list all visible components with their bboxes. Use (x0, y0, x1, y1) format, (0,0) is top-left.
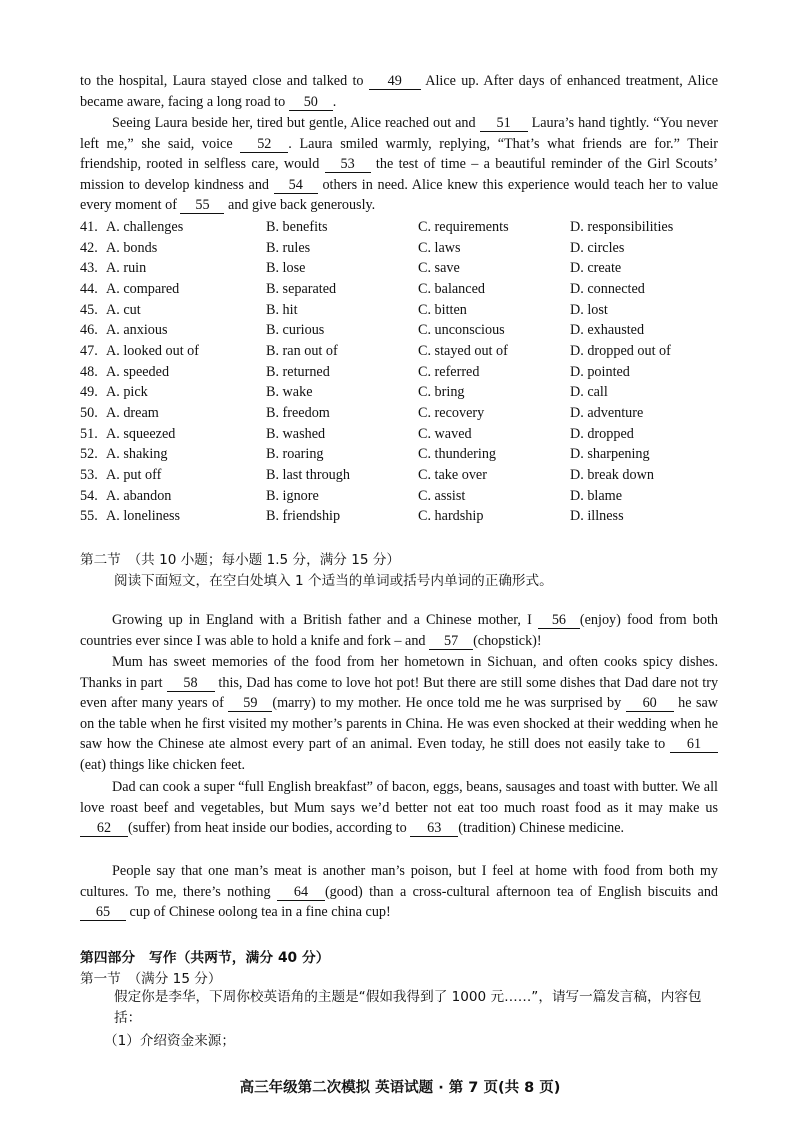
option-d: D. responsibilities (570, 218, 674, 235)
option-a: A. dream (106, 405, 159, 422)
question-number: 53. (80, 467, 98, 484)
text-span: cup of Chinese oolong tea in a fine china cup! (129, 904, 391, 921)
blank-57: 57 (429, 633, 473, 650)
writing-item-1: （1）介绍资金来源； (104, 1033, 235, 1049)
question-number: 48. (80, 363, 98, 380)
blank-63: 63 (410, 820, 458, 837)
section-2-instruction: 阅读下面短文，在空白处填入 1 个适当的单词或括号内单词的正确形式。 (114, 573, 553, 589)
option-d: D. adventure (570, 405, 644, 422)
option-c: C. hardship (418, 508, 484, 525)
option-a: A. cut (106, 301, 141, 318)
question-number: 47. (80, 342, 98, 359)
text-span: Mum has sweet memories of the food from her hometown in Sichuan, and often cooks spicy dishes. Thanks in part (80, 654, 718, 691)
option-a: A. loneliness (106, 508, 181, 525)
option-d: D. connected (570, 280, 645, 297)
option-c: C. stayed out of (418, 342, 508, 359)
option-c: C. bring (418, 384, 465, 401)
blank-64: 64 (277, 884, 325, 901)
question-number: 45. (80, 301, 98, 318)
cloze-paragraph-2 (80, 113, 718, 216)
option-d: D. call (570, 384, 608, 401)
writing-prompt: 假定你是李华，下周你校英语角的主题是“假如我得到了 1000 元……”，请写一篇发言稿，内容包括： (114, 989, 702, 1026)
option-d: D. lost (570, 301, 608, 318)
option-a: A. anxious (106, 322, 168, 339)
question-number: 43. (80, 260, 98, 277)
option-d: D. pointed (570, 363, 630, 380)
option-b: B. wake (266, 384, 313, 401)
blank-50: 50 (289, 94, 333, 111)
text-span: to the hospital, Laura stayed close and talked to (80, 73, 364, 89)
text-span: this, Dad has come to love hot pot! But there are still some dishes that Dad dare not try even after many years of (80, 674, 719, 712)
option-a: A. pick (106, 384, 148, 401)
text-span: . (332, 93, 337, 110)
option-d: D. circles (570, 239, 625, 256)
option-d: D. dropped (570, 425, 634, 442)
option-c: C. unconscious (418, 322, 505, 339)
option-c: C. recovery (418, 405, 485, 422)
text-span: (chopstick)! (473, 632, 542, 649)
text-span: (suffer) from heat inside our bodies, according to (128, 820, 407, 837)
option-b: B. washed (266, 425, 326, 442)
option-a: A. challenges (106, 218, 184, 235)
option-c: C. assist (418, 487, 466, 504)
text-span: (enjoy) food from both countries ever since I was able to hold a knife and fork – and (80, 612, 718, 649)
option-b: B. lose (266, 260, 306, 277)
option-row (80, 424, 720, 445)
text-span: others in need. Alice knew this experience would teach her to value every moment of (80, 176, 718, 214)
option-b: B. ignore (266, 487, 319, 504)
option-c: C. waved (418, 425, 472, 442)
question-number: 49. (80, 384, 98, 401)
question-number: 41. (80, 218, 98, 235)
option-b: B. curious (266, 322, 325, 339)
blank-54: 54 (274, 177, 318, 194)
option-d: D. sharpening (570, 446, 650, 463)
option-a: A. speeded (106, 363, 170, 380)
option-a: A. squeezed (106, 425, 176, 442)
option-row (80, 341, 720, 362)
option-c: C. save (418, 260, 460, 277)
text-span: (good) than a cross-cultural afternoon tea of English biscuits and (324, 883, 719, 900)
text-span: (eat) things like chicken feet. (80, 756, 246, 773)
question-number: 51. (80, 425, 98, 442)
option-row (80, 383, 720, 404)
option-row (80, 445, 720, 466)
option-b: B. last through (266, 467, 350, 484)
option-row (80, 507, 720, 528)
option-c: C. referred (418, 363, 480, 380)
text-span: Dad can cook a super “full English breakfast” of bacon, eggs, beans, sausages and toast with butter. We all love roast beef and vegetables, but Mum says we’d better not eat too much roast food as it may make us (80, 779, 718, 816)
text-span: (marry) to my mother. He once told me he was surprised by (272, 695, 622, 712)
option-b: B. hit (266, 301, 298, 318)
question-number: 55. (80, 508, 98, 525)
text-span: . Laura smiled warmly, replying, “That’s what friends are for.” Their friendship, rooted in selfless care, would (80, 135, 718, 173)
question-number: 50. (80, 405, 98, 422)
option-c: C. bitten (418, 301, 467, 318)
option-b: B. friendship (266, 508, 341, 525)
option-b: B. ran out of (266, 342, 338, 359)
option-c: C. laws (418, 239, 461, 256)
text-span: and give back generously. (228, 197, 376, 214)
question-number: 44. (80, 280, 98, 297)
grammar-paragraph-4 (80, 861, 718, 923)
blank-61: 61 (670, 736, 718, 753)
blank-53: 53 (325, 156, 371, 173)
part-4-title: 第四部分 写作（共两节，满分 40 分） (80, 950, 330, 966)
option-row (80, 217, 720, 238)
text-span: (tradition) Chinese medicine. (458, 820, 625, 837)
blank-56: 56 (538, 612, 580, 629)
blank-62: 62 (80, 820, 128, 837)
option-row (80, 486, 720, 507)
option-row (80, 320, 720, 341)
option-c: C. thundering (418, 446, 497, 463)
section-2-title: 第二节 （共 10 小题；每小题 1.5 分，满分 15 分） (80, 552, 401, 568)
blank-55: 55 (180, 197, 224, 214)
option-d: D. blame (570, 487, 623, 504)
option-d: D. create (570, 260, 622, 277)
option-a: A. compared (106, 280, 180, 297)
part-4-section-1: 第一节 （满分 15 分） (80, 971, 222, 987)
option-row (80, 300, 720, 321)
blank-59: 59 (228, 695, 272, 712)
option-a: A. shaking (106, 446, 168, 463)
question-number: 54. (80, 487, 98, 504)
option-d: D. dropped out of (570, 342, 671, 359)
grammar-paragraph-1 (80, 610, 718, 651)
option-b: B. rules (266, 239, 311, 256)
option-a: A. bonds (106, 239, 158, 256)
option-row (80, 403, 720, 424)
question-number: 42. (80, 239, 98, 256)
option-a: A. looked out of (106, 342, 199, 359)
blank-52: 52 (240, 136, 288, 153)
question-number: 46. (80, 322, 98, 339)
text-span: People say that one man’s meat is another man’s poison, but I feel at home with food from both my cultures. To me, there’s nothing (80, 863, 718, 900)
option-d: D. exhausted (570, 322, 645, 339)
blank-49: 49 (369, 73, 421, 90)
page-footer: 高三年级第二次模拟 英语试题 · 第 7 页(共 8 页) (239, 1080, 561, 1096)
option-row (80, 362, 720, 383)
option-row (80, 465, 720, 486)
cloze-options-table (80, 217, 720, 527)
option-c: C. requirements (418, 218, 509, 235)
text-span: Seeing Laura beside her, tired but gentle, Alice reached out and (112, 115, 476, 131)
blank-60: 60 (626, 695, 674, 712)
text-span: the test of time – a beautiful reminder of the Girl Scouts’ mission to develop kindness and (80, 156, 718, 193)
text-span: he saw on the table when he first visited my mother’s parents in China. He was even shocked at their wedding when he saw how the Chinese ate almost every part of an animal. Even today, he still does not easily take to (80, 695, 719, 753)
option-d: D. illness (570, 508, 624, 525)
blank-51: 51 (480, 115, 528, 132)
option-b: B. returned (266, 363, 330, 380)
option-d: D. break down (570, 467, 654, 484)
option-c: C. balanced (418, 280, 485, 297)
option-a: A. abandon (106, 487, 172, 504)
text-span: Alice up. After days of enhanced treatment, Alice became aware, facing a long road to (80, 73, 719, 110)
option-b: B. roaring (266, 446, 324, 463)
option-c: C. take over (418, 467, 487, 484)
text-span: Laura’s hand tightly. “You never left me,” she said, voice (80, 115, 719, 152)
text-span: Growing up in England with a British father and a Chinese mother, I (112, 612, 532, 628)
option-row (80, 279, 720, 300)
blank-58: 58 (167, 675, 215, 692)
option-b: B. separated (266, 280, 337, 297)
cloze-paragraph-1 (80, 71, 718, 112)
option-a: A. put off (106, 467, 162, 484)
option-row (80, 258, 720, 279)
option-b: B. benefits (266, 218, 328, 235)
blank-65: 65 (80, 904, 126, 921)
option-row (80, 238, 720, 259)
option-a: A. ruin (106, 260, 147, 277)
question-number: 52. (80, 446, 98, 463)
grammar-paragraph-2 (80, 652, 718, 776)
grammar-paragraph-3 (80, 777, 718, 839)
option-b: B. freedom (266, 405, 330, 422)
